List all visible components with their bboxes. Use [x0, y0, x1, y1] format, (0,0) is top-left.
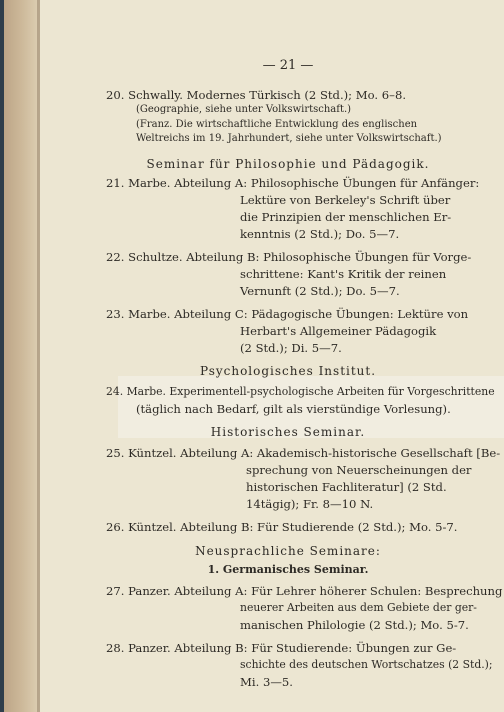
- entry-22-line-2: schrittene: Kant's Kritik der reinen: [240, 267, 447, 281]
- entry-27-line-3: manischen Philologie (2 Std.); Mo. 5-7.: [240, 618, 469, 632]
- entry-24-line-2: (täglich nach Bedarf, gilt als vierstündige Vorlesung).: [136, 402, 451, 416]
- page-number: — 21 —: [262, 58, 314, 73]
- entry-28-line-1: 28. Panzer. Abteilung B: Für Studierende: Übungen zur Ge-: [106, 641, 457, 655]
- entry-21-line-1: 21. Marbe. Abteilung A: Philosophische Übungen für Anfänger:: [106, 176, 480, 190]
- entry-23-line-1: 23. Marbe. Abteilung C: Pädagogische Übungen: Lektüre von: [106, 307, 469, 321]
- entry-23-line-2: Herbart's Allgemeiner Pädagogik: [240, 324, 437, 338]
- entry-21-line-3: die Prinzipien der menschlichen Er-: [240, 210, 452, 224]
- section-heading-philosophie: Seminar für Philosophie und Pädagogik.: [146, 157, 430, 171]
- entry-25-line-4: 14tägig); Fr. 8—10 N.: [246, 497, 374, 511]
- entry-26-line-1: 26. Küntzel. Abteilung B: Für Studierende (2 Std.); Mo. 5-7.: [106, 520, 458, 534]
- entry-27-line-1: 27. Panzer. Abteilung A: Für Lehrer höherer Schulen: Besprechung: [106, 584, 503, 598]
- entry-22-line-1: 22. Schultze. Abteilung B: Philosophische Übungen für Vorge-: [106, 250, 472, 264]
- entry-21-line-4: kenntnis (2 Std.); Do. 5—7.: [240, 227, 400, 241]
- spine-edge: [0, 0, 4, 712]
- entry-21-line-2: Lektüre von Berkeley's Schrift über: [240, 193, 451, 207]
- section-heading-germanisch: 1. Germanisches Seminar.: [207, 563, 369, 576]
- entry-22-line-3: Vernunft (2 Std.); Do. 5—7.: [240, 284, 400, 298]
- entry-27-line-2: neuerer Arbeiten aus dem Gebiete der ger-: [240, 601, 477, 614]
- entry-24-line-1: 24. Marbe. Experimentell-psychologische Arbeiten für Vorgeschrittene: [106, 385, 495, 398]
- section-heading-psychologie: Psychologisches Institut.: [199, 364, 377, 378]
- section-heading-historisch: Historisches Seminar.: [210, 425, 366, 439]
- document-page: [40, 0, 504, 712]
- entry-28-line-3: Mi. 3—5.: [240, 675, 293, 689]
- entry-25-line-1: 25. Küntzel. Abteilung A: Akademisch-historische Gesellschaft [Be-: [106, 446, 501, 460]
- entry-25-line-3: historischen Fachliteratur] (2 Std.: [246, 480, 447, 494]
- section-heading-neusprachlich: Neusprachliche Seminare:: [195, 544, 381, 558]
- entry-25-line-2: sprechung von Neuerscheinungen der: [246, 463, 472, 477]
- entry-20: 20. Schwally. Modernes Türkisch (2 Std.); Mo. 6–8.: [106, 88, 407, 102]
- entry-28-line-2: schichte des deutschen Wortschatzes (2 Std.);: [240, 658, 493, 671]
- entry-23-line-3: (2 Std.); Di. 5—7.: [240, 341, 342, 355]
- entry-geographie-note: (Geographie, siehe unter Volkswirtschaft.): [136, 104, 352, 115]
- book-spine: [0, 0, 40, 712]
- entry-franz-note-2: Weltreichs im 19. Jahrhundert, siehe unter Volkswirtschaft.): [136, 133, 442, 144]
- entry-franz-note-1: (Franz. Die wirtschaftliche Entwicklung des englischen: [136, 119, 418, 130]
